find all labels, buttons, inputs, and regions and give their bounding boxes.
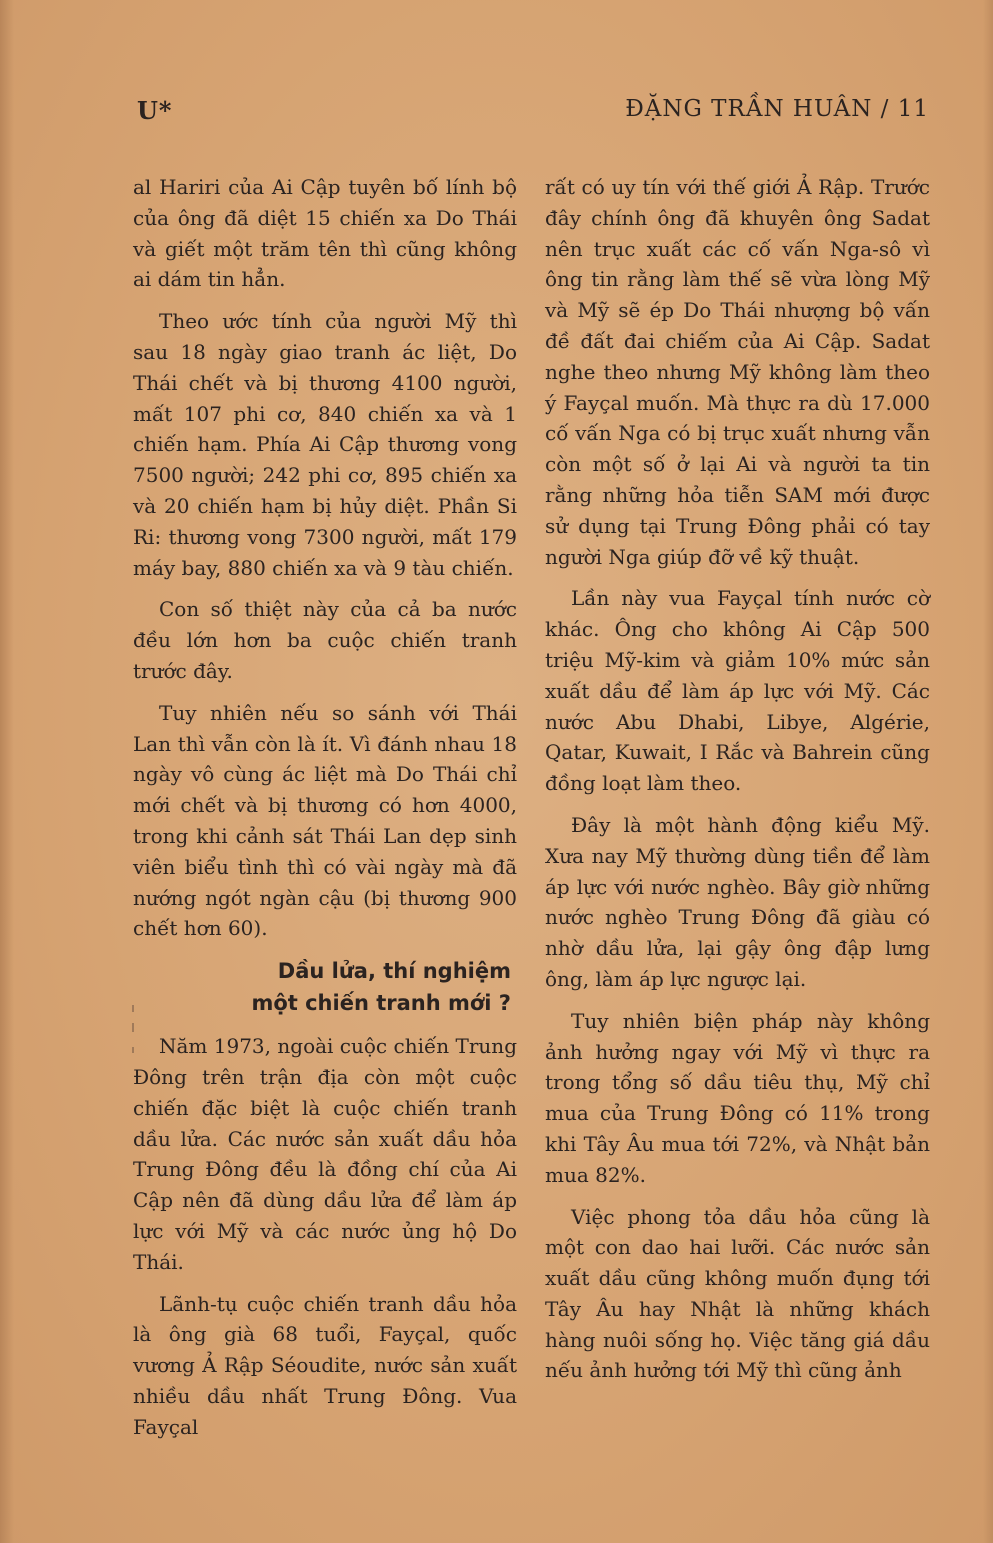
paragraph: al Hariri của Ai Cập tuyên bố lính bộ của ông đã diệt 15 chiến xa Do Thái và giết một trăm tên thì cũng không ai dám tin hẳn.	[133, 175, 517, 292]
section-heading	[133, 955, 517, 1019]
paragraph: Con số thiệt này của cả ba nước đều lớn hơn ba cuộc chiến tranh trước đây.	[133, 597, 517, 683]
page-edge-shadow-right	[983, 0, 993, 1543]
paragraph: Tuy nhiên nếu so sánh với Thái Lan thì vẫn còn là ít. Vì đánh nhau 18 ngày vô cùng ác liệt mà Do Thái chỉ mới chết và bị thương có hơn 4000, trong khi cảnh sát Thái Lan dẹp sinh viên biểu tình thì có vài ngày mà đã nướng ngót ngàn cậu (bị thương 900 chết hơn 60).	[133, 700, 517, 941]
paragraph: Đây là một hành động kiểu Mỹ. Xưa nay Mỹ thường dùng tiền để làm áp lực với nước nghèo. Bây giờ những nước nghèo Trung Đông đã giàu có nhờ dầu lửa, lại gậy ông đập lưng ông, làm áp lực ngược lại.	[545, 812, 930, 991]
paragraph: Năm 1973, ngoài cuộc chiến Trung Đông trên trận địa còn một cuộc chiến đặc biệt là cuộc chiến tranh dầu lửa. Các nước sản xuất dầu hỏa Trung Đông đều là đồng chí của Ai Cập nên đã dùng dầu lửa để làm áp lực với Mỹ và các nước ủng hộ Do Thái.	[133, 1034, 517, 1274]
paragraph: Theo ước tính của người Mỹ thì sau 18 ngày giao tranh ác liệt, Do Thái chết và bị thương 4100 người, mất 107 phi cơ, 840 chiến xa và 1 chiến hạm. Phía Ai Cập thương vong 7500 người; 242 phi cơ, 895 chiến xa và 20 chiến hạm bị hủy diệt. Phần Si Ri: thương vong 7300 người, mất 179 máy bay, 880 chiến xa và 9 tàu chiến.	[133, 309, 517, 580]
header-mark: U*	[137, 96, 173, 125]
paragraph: Lần này vua Fayçal tính nước cờ khác. Ông cho không Ai Cập 500 triệu Mỹ-kim và giảm 10% mức sản xuất dầu để làm áp lực với Mỹ. Các nước Abu Dhabi, Libye, Algérie, Qatar, Kuwait, I Rắc và Bahrein cũng đồng loạt làm theo.	[545, 586, 930, 796]
paragraph: Lãnh-tụ cuộc chiến tranh dầu hỏa là ông già 68 tuổi, Fayçal, quốc vương Ả Rập Séoudite, nước sản xuất nhiều dầu nhất Trung Đông. Vua Fayçal	[133, 1291, 517, 1439]
running-header: ĐẶNG TRẦN HUÂN / 11	[625, 96, 929, 122]
paragraph: Việc phong tỏa dầu hỏa cũng là một con dao hai lưỡi. Các nước sản xuất dầu cũng không muốn đụng tới Tây Âu hay Nhật là những khách hàng nuôi sống họ. Việc tăng giá dầu nếu ảnh hưởng tới Mỹ thì cũng ảnh	[545, 1204, 930, 1383]
section-heading-line: Dầu lửa, thí nghiệm	[277, 959, 511, 984]
page-edge-shadow-left	[0, 0, 14, 1543]
paragraph: rất có uy tín với thế giới Ả Rập. Trước đây chính ông đã khuyên ông Sadat nên trục xuất các cố vấn Nga-sô vì ông tin rằng làm thế sẽ vừa lòng Mỹ và Mỹ sẽ ép Do Thái nhượng bộ vấn đề đất đai chiếm của Ai Cập. Sadat nghe theo nhưng Mỹ không làm theo ý Fayçal muốn. Mà thực ra dù 17.000 cố vấn Nga có bị trục xuất nhưng vẫn còn một số ở lại Ai và người ta tin rằng những hỏa tiễn SAM mới được sử dụng tại Trung Đông phải có tay người Nga giúp đỡ về kỹ thuật.	[545, 175, 930, 569]
paragraph: Tuy nhiên biện pháp này không ảnh hưởng ngay với Mỹ vì thực ra trong tổng số dầu tiêu thụ, Mỹ chỉ mua của Trung Đông có 11% trong khi Tây Âu mua tới 72%, và Nhật bản mua 82%.	[545, 1008, 930, 1187]
left-column	[133, 172, 517, 1453]
section-heading-line: một chiến tranh mới ?	[251, 991, 511, 1016]
right-column	[545, 172, 930, 1397]
